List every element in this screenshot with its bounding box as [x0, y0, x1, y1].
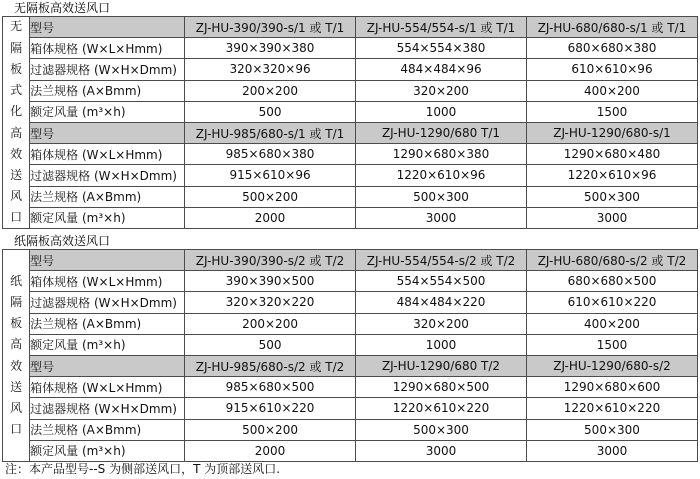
spec-row [3, 38, 698, 59]
spec-value: 680×680×500 [526, 271, 697, 292]
spec-value: ZJ-HU-1290/680-s/1 [526, 122, 697, 143]
row-label: 型号 [30, 17, 185, 38]
spec-value: 500×300 [526, 419, 697, 440]
spec-value: 2000 [185, 207, 356, 228]
spec-row [3, 334, 698, 355]
table1-title: 无隔板高效送风口 [14, 1, 111, 15]
spec-value: 1290×680×480 [526, 144, 697, 165]
spec-table-nonseparator [2, 16, 698, 229]
spec-value: 1000 [356, 101, 527, 122]
spec-row [3, 419, 698, 440]
model-row [3, 122, 698, 143]
row-label: 过滤器规格 (W×H×Dmm) [30, 292, 185, 313]
spec-value: 1290×680×500 [356, 377, 527, 398]
spec-value: 554×554×380 [356, 38, 527, 59]
spec-row [3, 186, 698, 207]
row-label: 型号 [30, 122, 185, 143]
row-label: 过滤器规格 (W×H×Dmm) [30, 165, 185, 186]
spec-row [3, 377, 698, 398]
spec-row [3, 207, 698, 228]
spec-value: 1220×610×96 [526, 165, 697, 186]
spec-value: 200×200 [185, 80, 356, 101]
spec-value: 500×300 [356, 419, 527, 440]
spec-row [3, 80, 698, 101]
spec-row [3, 271, 698, 292]
model-row [3, 355, 698, 376]
row-label: 法兰规格 (A×Bmm) [30, 419, 185, 440]
spec-value: 400×200 [526, 313, 697, 334]
spec-table-paper-separator [2, 249, 698, 462]
spec-value: 1290×680×600 [526, 377, 697, 398]
row-label: 箱体规格 (W×L×Hmm) [30, 271, 185, 292]
spec-value: 1500 [526, 101, 697, 122]
spec-value: 390×390×500 [185, 271, 356, 292]
spec-value: ZJ-HU-985/680-s/2 或 T/2 [185, 355, 356, 376]
spec-value: ZJ-HU-554/554-s/2 或 T/2 [356, 250, 527, 271]
spec-value: 1220×610×96 [356, 165, 527, 186]
spec-value: 500×200 [185, 186, 356, 207]
spec-row [3, 313, 698, 334]
row-label: 箱体规格 (W×L×Hmm) [30, 377, 185, 398]
spec-value: 1000 [356, 334, 527, 355]
spec-value: 320×200 [356, 80, 527, 101]
spec-value: 320×320×96 [185, 59, 356, 80]
spec-value: ZJ-HU-680/680-s/2 或 T/2 [526, 250, 697, 271]
spec-value: 3000 [356, 440, 527, 461]
row-label: 额定风量 (m³×h) [30, 101, 185, 122]
side-label: 纸 隔 板 高 效 送 风 口 [3, 250, 30, 462]
spec-value: ZJ-HU-680/680-s/1 或 T/1 [526, 17, 697, 38]
spec-value: 2000 [185, 440, 356, 461]
side-label: 无 隔 板 式 化 高 效 送 风 口 [3, 17, 30, 229]
spec-value: 985×680×500 [185, 377, 356, 398]
spec-value: 554×554×500 [356, 271, 527, 292]
spec-row [3, 59, 698, 80]
row-label: 额定风量 (m³×h) [30, 334, 185, 355]
spec-value: 320×200 [356, 313, 527, 334]
spec-value: 1220×610×220 [526, 398, 697, 419]
spec-value: 985×680×380 [185, 144, 356, 165]
spec-value: ZJ-HU-1290/680 T/2 [356, 355, 527, 376]
spec-value: 610×610×96 [526, 59, 697, 80]
model-row [3, 17, 698, 38]
spec-value: 1500 [526, 334, 697, 355]
spec-value: 1220×610×220 [356, 398, 527, 419]
row-label: 型号 [30, 355, 185, 376]
row-label: 型号 [30, 250, 185, 271]
spec-row [3, 440, 698, 461]
spec-value: ZJ-HU-985/680-s/1 或 T/1 [185, 122, 356, 143]
spec-value: 3000 [526, 207, 697, 228]
spec-value: 500×300 [356, 186, 527, 207]
spec-value: 3000 [526, 440, 697, 461]
spec-value: 610×610×220 [526, 292, 697, 313]
spec-value: 500 [185, 334, 356, 355]
spec-value: ZJ-HU-1290/680-s/2 [526, 355, 697, 376]
spec-value: ZJ-HU-390/390-s/2 或 T/2 [185, 250, 356, 271]
spec-row [3, 101, 698, 122]
spec-value: 915×610×220 [185, 398, 356, 419]
spec-value: 200×200 [185, 313, 356, 334]
spec-value: 500 [185, 101, 356, 122]
row-label: 额定风量 (m³×h) [30, 207, 185, 228]
spec-row [3, 292, 698, 313]
spec-value: 400×200 [526, 80, 697, 101]
spec-row [3, 398, 698, 419]
row-label: 法兰规格 (A×Bmm) [30, 313, 185, 334]
spec-row [3, 165, 698, 186]
spec-value: 500×300 [526, 186, 697, 207]
row-label: 过滤器规格 (W×H×Dmm) [30, 59, 185, 80]
row-label: 法兰规格 (A×Bmm) [30, 80, 185, 101]
spec-value: ZJ-HU-554/554-s/1 或 T/1 [356, 17, 527, 38]
spec-value: 915×610×96 [185, 165, 356, 186]
spec-value: 3000 [356, 207, 527, 228]
spec-row [3, 144, 698, 165]
spec-value: 320×320×220 [185, 292, 356, 313]
spec-value: 484×484×220 [356, 292, 527, 313]
spec-value: 500×200 [185, 419, 356, 440]
row-label: 箱体规格 (W×L×Hmm) [30, 38, 185, 59]
row-label: 过滤器规格 (W×H×Dmm) [30, 398, 185, 419]
spec-value: 484×484×96 [356, 59, 527, 80]
row-label: 箱体规格 (W×L×Hmm) [30, 144, 185, 165]
row-label: 额定风量 (m³×h) [30, 440, 185, 461]
model-row [3, 250, 698, 271]
footnote: 注：本产品型号--S 为侧部送风口，T 为顶部送风口. [5, 462, 281, 476]
spec-value: ZJ-HU-1290/680 T/1 [356, 122, 527, 143]
spec-value: 680×680×380 [526, 38, 697, 59]
spec-value: ZJ-HU-390/390-s/1 或 T/1 [185, 17, 356, 38]
spec-value: 1290×680×380 [356, 144, 527, 165]
spec-value: 390×390×380 [185, 38, 356, 59]
table2-title: 纸隔板高效送风口 [14, 234, 111, 248]
row-label: 法兰规格 (A×Bmm) [30, 186, 185, 207]
